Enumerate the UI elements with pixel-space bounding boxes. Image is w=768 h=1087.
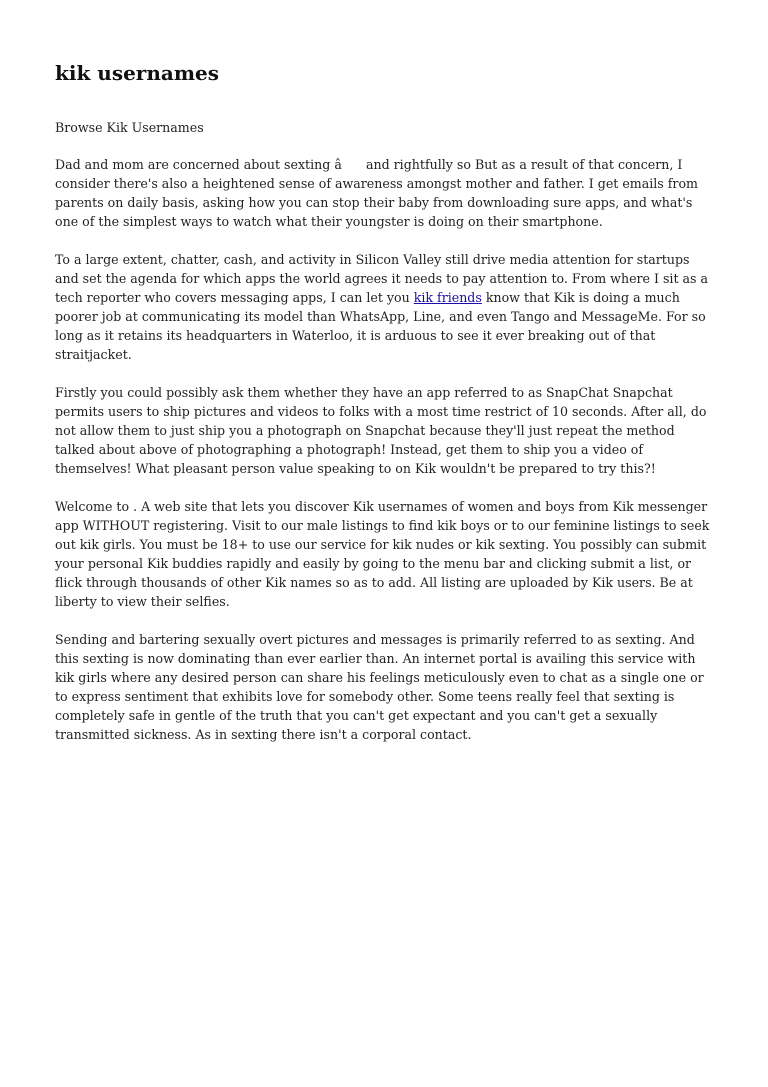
paragraph-2 <box>55 250 716 364</box>
paragraph-4: Welcome to . A web site that lets you discover Kik usernames of women and boys from Kik messenger app WITHOUT registering. Visit to our male listings to find kik boys or to our feminine listings to seek out kik girls. You must be 18+ to use our service for kik nudes or kik sexting. You possibly can submit your personal Kik buddies rapidly and easily by going to the menu bar and clicking submit a list, or flick through thousands of other Kik names so as to add. All listing are uploaded by Kik users. Be at liberty to view their selfies. <box>55 499 710 609</box>
paragraph-5: Sending and bartering sexually overt pictures and messages is primarily referred to as sexting. And this sexting is now dominating than ever earlier than. An internet portal is availing this service with kik girls where any desired person can share his feelings meticulously even to chat as a single one or to express sentiment that exhibits love for somebody other. Some teens really feel that sexting is completely safe in gentle of the truth that you can't get expectant and you can't get a sexually transmitted sickness. As in sexting there isn't a corporal contact. <box>55 632 704 742</box>
subtitle: Browse Kik Usernames <box>55 120 204 135</box>
paragraph-2-text-after: know that Kik is doing a much poorer job at communicating its model than WhatsApp, Line, and even Tango and MessageMe. For so long as it retains its headquarters in Waterloo, it is arduous to see it ever breaking out of that straitjacket. <box>55 290 706 362</box>
paragraph-1: Dad and mom are concerned about sexting â and rightfully so But as a result of that concern, I consider there's also a heightened sense of awareness amongst mother and father. I get emails from parents on daily basis, asking how you can stop their baby from downloading sure apps, and what's one of the simplest ways to watch what their youngster is doing on their smartphone. <box>55 157 698 229</box>
kik-friends-link[interactable]: kik friends <box>413 290 482 305</box>
paragraph-3: Firstly you could possibly ask them whether they have an app referred to as SnapChat Snapchat permits users to ship pictures and videos to folks with a most time restrict of 10 seconds. After all, do not allow them to just ship you a photograph on Snapchat because they'll just repeat the method talked about above of photographing a photograph! Instead, get them to ship you a video of themselves! What pleasant person value speaking to on Kik wouldn't be prepared to try this?! <box>55 385 707 476</box>
page-title: kik usernames <box>55 61 219 85</box>
paragraph-2-text-before: To a large extent, chatter, cash, and activity in Silicon Valley still drive media attention for startups and set the agenda for which apps the world agrees it needs to pay attention to. From where I sit as a tech reporter who covers messaging apps, I can let you <box>55 252 709 305</box>
